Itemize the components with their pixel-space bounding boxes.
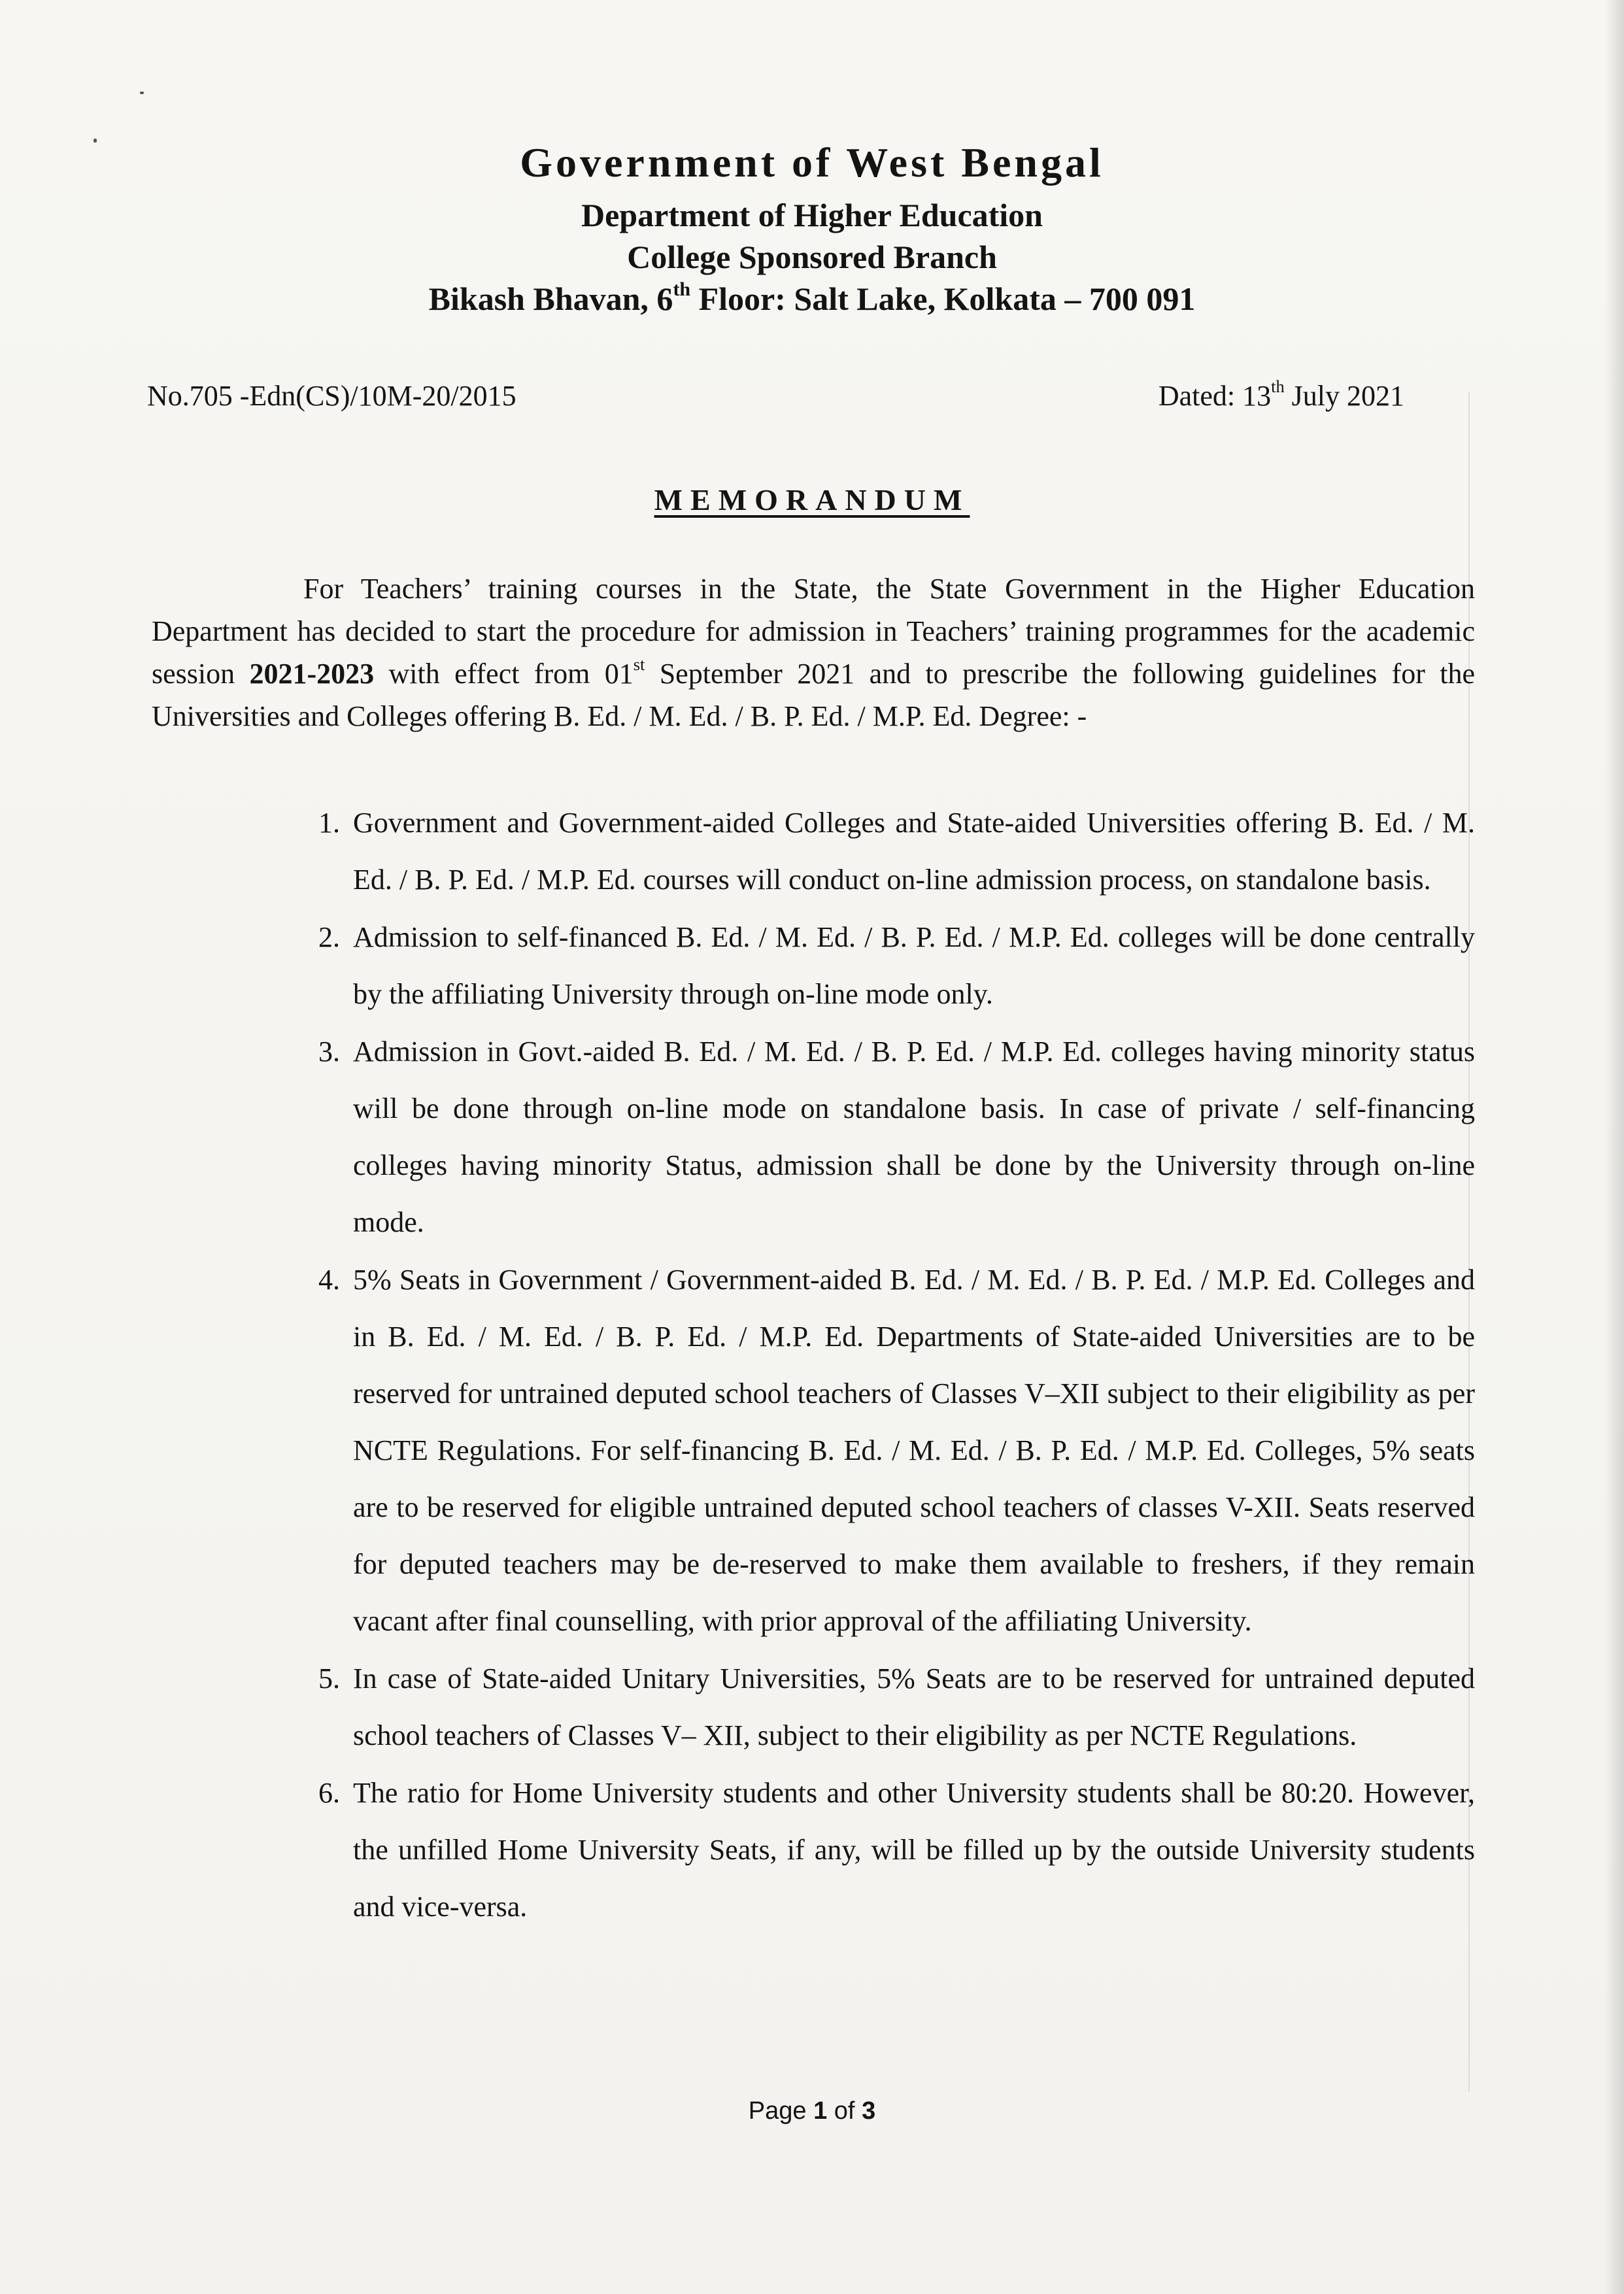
page-current: 1: [813, 2097, 828, 2125]
guideline-item: [318, 794, 1475, 908]
memorandum-title: MEMORANDUM: [654, 483, 970, 516]
intro-text-1: For Teachers’ training courses in the State, the State Government in the Higher Education Department has decided to start the procedure for admission in Teachers’ training programmes for the academic session: [152, 573, 1475, 690]
scan-speck: [140, 92, 144, 94]
guideline-text: Admission to self-financed B. Ed. / M. Ed. / B. P. Ed. / M.P. Ed. colleges will be done centrally by the affiliating University through on-line mode only.: [353, 921, 1475, 1010]
guideline-text: 5% Seats in Government / Government-aided B. Ed. / M. Ed. / B. P. Ed. / M.P. Ed. Colleges and in B. Ed. / M. Ed. / B. P. Ed. / M.P. Ed. Departments of State-aided Universities are to be reserved for untrained deputed school teachers of Classes V–XII subject to their eligibility as per NCTE Regulations. For self-financing B. Ed. / M. Ed. / B. P. Ed. / M.P. Ed. Colleges, 5% seats are to be reserved for eligible untrained deputed school teachers of classes V-XII. Seats reserved for deputed teachers may be de-reserved to make them available to freshers, if they remain vacant after final counselling, with prior approval of the affiliating University.: [353, 1264, 1475, 1637]
scan-edge-shadow: [1604, 0, 1624, 2294]
guideline-item: [318, 909, 1475, 1022]
guideline-text: In case of State-aided Unitary Universities, 5% Seats are to be reserved for untrained deputed school teachers of Classes V– XII, subject to their eligibility as per NCTE Regulations.: [353, 1662, 1475, 1751]
guideline-item: [318, 1650, 1475, 1764]
guideline-item: [318, 1251, 1475, 1649]
guideline-text: Government and Government-aided Colleges and State-aided Universities offering B. Ed. / M. Ed. / B. P. Ed. / M.P. Ed. courses will conduct on-line admission process, on standalone basis.: [353, 807, 1475, 896]
guideline-text: The ratio for Home University students and other University students shall be 80:20. However, the unfilled Home University Seats, if any, will be filled up by the outside University students and vice-versa.: [353, 1777, 1475, 1923]
memo-date: [1159, 379, 1404, 413]
guideline-item: [318, 1023, 1475, 1251]
address-text: Bikash Bhavan, 6: [428, 280, 673, 317]
page-label: Page: [748, 2097, 807, 2125]
memo-number: No.705 -Edn(CS)/10M-20/2015: [147, 380, 516, 412]
intro-paragraph: [152, 567, 1475, 737]
department-heading: Department of Higher Education: [581, 197, 1043, 233]
date-text: Dated: 13: [1158, 380, 1272, 412]
guideline-number: 6.: [318, 1777, 340, 1809]
intro-text-2: with effect from 01: [374, 658, 634, 690]
government-heading: Government of West Bengal: [520, 139, 1104, 186]
branch-heading: College Sponsored Branch: [627, 239, 997, 275]
address-superscript: th: [673, 278, 691, 300]
date-superscript: th: [1271, 377, 1285, 397]
page-of-label: of: [834, 2097, 855, 2125]
guideline-number: 5.: [318, 1662, 340, 1695]
guideline-number: 4.: [318, 1264, 340, 1296]
guideline-text: Admission in Govt.-aided B. Ed. / M. Ed. / B. P. Ed. / M.P. Ed. colleges having minority status will be done through on-line mode on standalone basis. In case of private / self-financing colleges having minority Status, admission shall be done by the University through on-line mode.: [353, 1036, 1475, 1238]
guideline-number: 1.: [318, 807, 340, 839]
guideline-number: 2.: [318, 921, 340, 953]
address-heading: [0, 280, 1624, 318]
intro-superscript: st: [633, 654, 645, 675]
date-text-rest: July 2021: [1284, 380, 1404, 412]
guideline-number: 3.: [318, 1036, 340, 1068]
intro-text-3: September 2021 and to prescribe the following guidelines for the Universities and Colleges offering B. Ed. / M. Ed. / B. P. Ed. / M.P. Ed. Degree: -: [152, 658, 1475, 732]
page-footer: [0, 2097, 1624, 2125]
guidelines-list: [294, 794, 1475, 1935]
address-text-rest: Floor: Salt Lake, Kolkata – 700 091: [690, 280, 1196, 317]
page-total: 3: [862, 2097, 876, 2125]
guideline-item: [318, 1764, 1475, 1935]
academic-session: 2021-2023: [249, 658, 375, 690]
